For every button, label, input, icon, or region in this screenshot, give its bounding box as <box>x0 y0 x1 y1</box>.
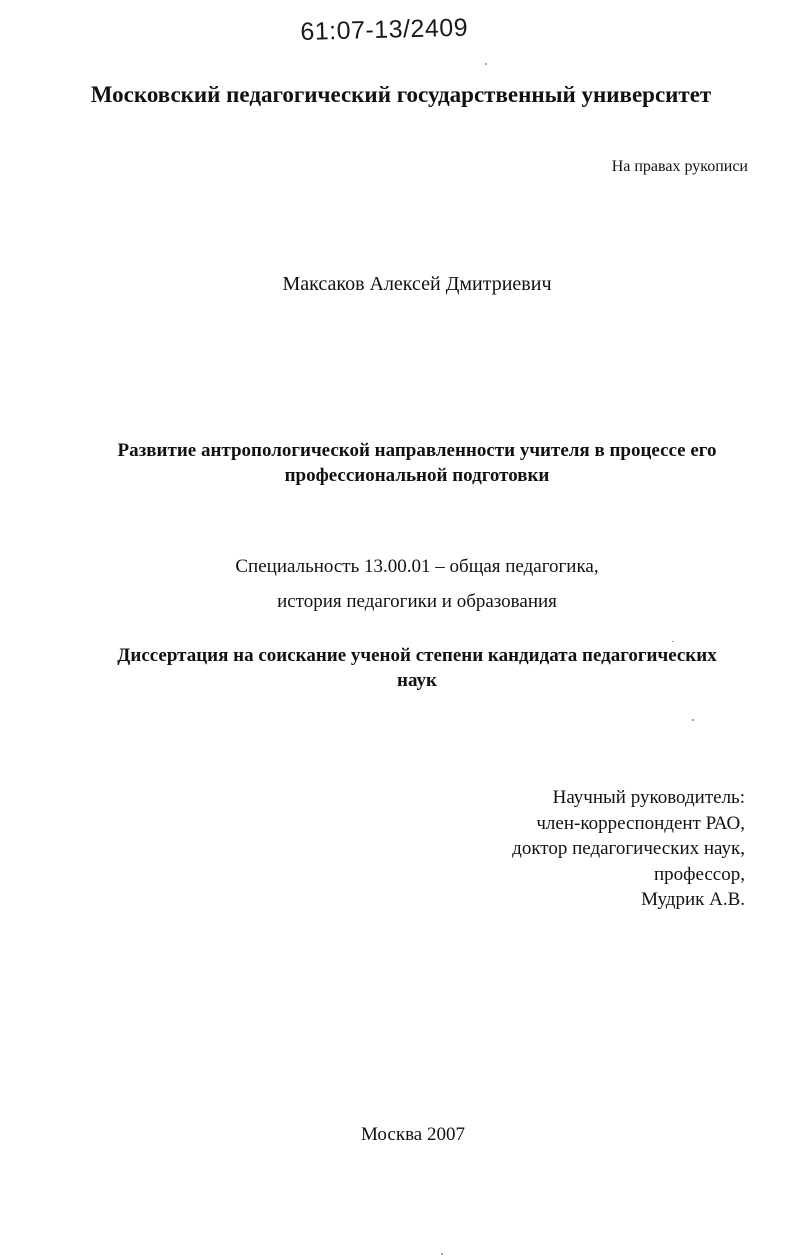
scan-speck <box>672 641 674 642</box>
rights-note: На правах рукописи <box>611 158 748 175</box>
archive-stamp-number: 61:07-13/2409 <box>300 13 469 46</box>
dissertation-type: Диссертация на соискание ученой степени кандидата педагогических наук <box>117 645 717 691</box>
scan-speck <box>441 1253 443 1255</box>
supervisor-role: Научный руководитель: <box>552 787 745 808</box>
supervisor-degree: доктор педагогических наук, <box>512 838 745 859</box>
supervisor-rank: профессор, <box>653 863 745 885</box>
dissertation-title: Развитие антропологической направленности учителя в процессе его профессиональной подготовки <box>117 440 717 486</box>
university-name: Московский педагогический государственный университет <box>90 82 712 107</box>
specialty-line-1: Специальность 13.00.01 – общая педагогика, <box>235 556 599 577</box>
supervisor-block <box>512 785 745 913</box>
scan-speck <box>692 719 694 721</box>
scan-speck <box>485 63 487 65</box>
supervisor-name: Мудрик А.В. <box>641 889 745 910</box>
author-name: Максаков Алексей Дмитриевич <box>282 273 552 295</box>
specialty-block <box>0 549 798 619</box>
supervisor-position: член-корреспондент РАО, <box>536 812 745 834</box>
city-and-year: Москва 2007 <box>361 1124 465 1145</box>
specialty-line-2: история педагогики и образования <box>277 591 557 612</box>
